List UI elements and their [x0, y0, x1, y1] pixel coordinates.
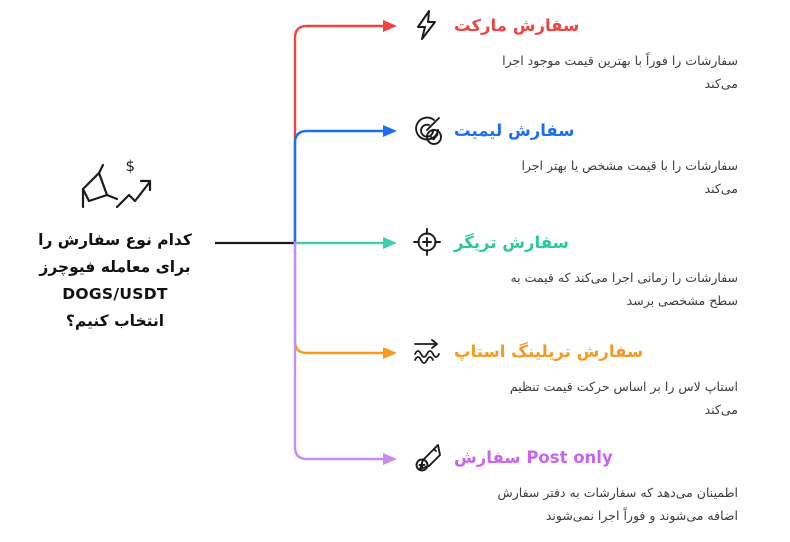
branch-market-order-description: سفارشات را فوراً با بهترین قیمت موجود اجرا می‌کند — [502, 53, 738, 92]
branch-trailing-stop-order-head — [410, 334, 740, 368]
root-question-line-2: برای معامله فیوچرز — [39, 258, 191, 277]
root-question — [20, 227, 210, 336]
branch-limit-order-description: سفارشات را با قیمت مشخص یا بهتر اجرا می‌کند — [521, 158, 738, 197]
megaphone-dollar-growth-icon — [73, 155, 157, 217]
branch-trigger-order-head — [410, 225, 740, 259]
branch-trigger-order[interactable] — [410, 225, 740, 312]
branch-trigger-order-title: سفارش تریگر — [454, 232, 569, 252]
branch-post-only-order-head — [410, 440, 740, 474]
arrow-trailing-stop-order — [383, 347, 397, 359]
branch-market-order[interactable] — [410, 8, 740, 95]
branch-trailing-stop-order-description: استاپ لاس را بر اساس حرکت قیمت تنظیم می‌کند — [509, 379, 738, 418]
lightning-bolt-icon — [410, 8, 444, 42]
branch-post-only-order-title — [454, 448, 613, 467]
branch-limit-order[interactable] — [410, 113, 740, 200]
branch-trailing-stop-order[interactable] — [410, 334, 740, 421]
arrow-post-only-order — [383, 453, 397, 465]
branch-post-only-order-title-latin: Post only — [526, 447, 613, 467]
connector-market-order — [295, 26, 383, 243]
branch-limit-order-head — [410, 113, 740, 147]
arrow-trigger-order — [383, 237, 397, 249]
branch-post-only-order-title-prefix: سفارش — [454, 447, 521, 467]
trailing-wave-arrow-icon — [410, 334, 444, 368]
root-node — [20, 155, 210, 336]
root-question-pair: DOGS/USDT — [62, 285, 168, 304]
root-question-line-4: انتخاب کنیم؟ — [65, 312, 165, 331]
branch-trigger-order-description: سفارشات را زمانی اجرا می‌کند که قیمت به سطح مشخصی برسد — [510, 270, 738, 309]
target-check-icon — [410, 113, 444, 147]
pen-plus-icon — [410, 440, 444, 474]
connector-post-only-order — [295, 243, 383, 459]
branch-market-order-head — [410, 8, 740, 42]
connector-trailing-stop-order — [295, 243, 383, 353]
branch-trailing-stop-order-title: سفارش تریلینگ استاپ — [454, 341, 644, 361]
root-question-line-1: کدام نوع سفارش را — [38, 231, 192, 249]
arrow-limit-order — [383, 125, 397, 137]
crosshair-plus-icon — [410, 225, 444, 259]
branch-limit-order-title: سفارش لیمیت — [454, 120, 575, 140]
branch-market-order-title: سفارش مارکت — [454, 15, 580, 35]
branch-post-only-order-description: اطمینان می‌دهد که سفارشات به دفتر سفارش اضافه می‌شوند و فوراً اجرا نمی‌شوند — [497, 485, 738, 524]
svg-text:$: $ — [125, 157, 135, 175]
branch-post-only-order[interactable] — [410, 440, 740, 527]
connector-limit-order — [295, 131, 383, 243]
arrow-market-order — [383, 20, 397, 32]
